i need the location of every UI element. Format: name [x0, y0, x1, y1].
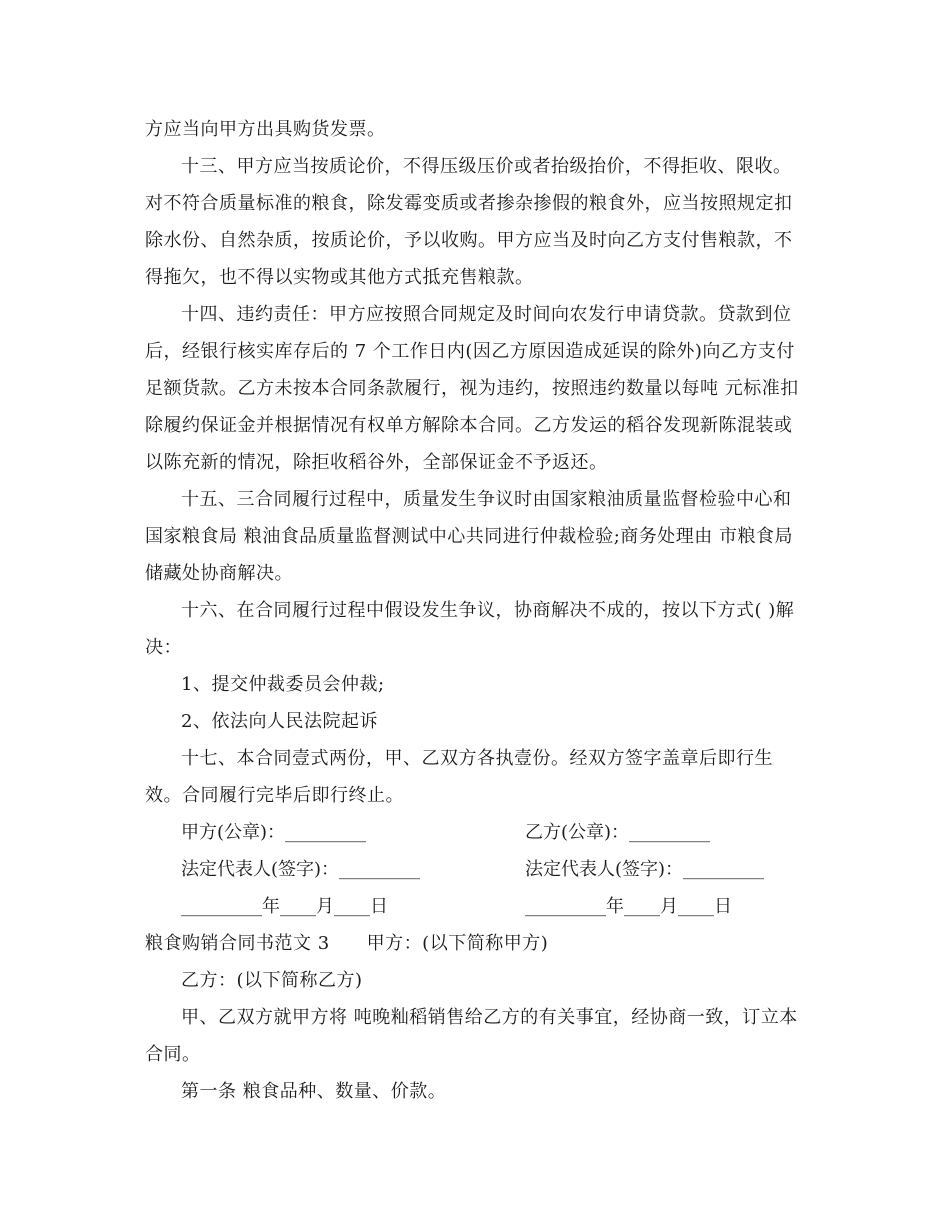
- text-line: 得拖欠，也不得以实物或其他方式抵充售粮款。: [145, 267, 534, 288]
- text-line: 储藏处协商解决。: [145, 563, 293, 584]
- party-a-seal-field: 甲方(公章)：_________: [181, 822, 367, 843]
- party-b-seal-field: 乙方(公章)：_________: [525, 822, 711, 843]
- text-line: 第一条 粮食品种、数量、价款。: [181, 1081, 447, 1102]
- party-a-rep-field: 法定代表人(签字)：_________: [181, 859, 421, 880]
- text-line: 除履约保证金并根据情况有权单方解除本合同。乙方发运的稻谷发现新陈混装或: [145, 415, 793, 436]
- section-heading: 粮食购销合同书范文 3 甲方：(以下简称甲方): [145, 933, 549, 954]
- text-line: 乙方：(以下简称乙方): [181, 970, 363, 991]
- party-a-date-field: _________年____月____日: [181, 896, 388, 917]
- text-line: 决：: [145, 637, 182, 658]
- text-line: 方应当向甲方出具购货发票。: [145, 119, 386, 140]
- text-line: 效。合同履行完毕后即行终止。: [145, 785, 404, 806]
- party-b-date-field: _________年____月____日: [525, 896, 732, 917]
- text-line: 对不符合质量标准的粮食，除发霉变质或者掺杂掺假的粮食外，应当按照规定扣: [145, 193, 793, 214]
- text-line: 国家粮食局 粮油食品质量监督测试中心共同进行仲裁检验;商务处理由 市粮食局: [145, 526, 794, 547]
- text-line: 足额货款。乙方未按本合同条款履行，视为违约，按照违约数量以每吨 元标准扣: [145, 378, 799, 399]
- text-line: 合同。: [145, 1044, 201, 1065]
- text-line: 除水份、自然杂质，按质论价，予以收购。甲方应当及时向乙方支付售粮款，不: [145, 230, 793, 251]
- party-b-rep-field: 法定代表人(签字)：_________: [525, 859, 765, 880]
- list-item: 1、提交仲裁委员会仲裁;: [181, 674, 385, 695]
- text-line: 后，经银行核实库存后的 7 个工作日内(因乙方原因造成延误的除外)向乙方支付: [145, 341, 795, 362]
- list-item: 2、依法向人民法院起诉: [181, 711, 378, 732]
- text-line: 甲、乙双方就甲方将 吨晚籼稻销售给乙方的有关事宜，经协商一致，订立本: [181, 1007, 798, 1028]
- text-line: 十六、在合同履行过程中假设发生争议，协商解决不成的，按以下方式( )解: [181, 600, 795, 621]
- text-line: 十五、三合同履行过程中，质量发生争议时由国家粮油质量监督检验中心和: [181, 489, 792, 510]
- text-line: 十七、本合同壹式两份，甲、乙双方各执壹份。经双方签字盖章后即行生: [181, 748, 773, 769]
- text-line: 十三、甲方应当按质论价，不得压级压价或者抬级抬价，不得拒收、限收。: [181, 156, 792, 177]
- text-line: 十四、违约责任：甲方应按照合同规定及时间向农发行申请贷款。贷款到位: [181, 304, 792, 325]
- text-line: 以陈充新的情况，除拒收稻谷外，全部保证金不予返还。: [145, 452, 608, 473]
